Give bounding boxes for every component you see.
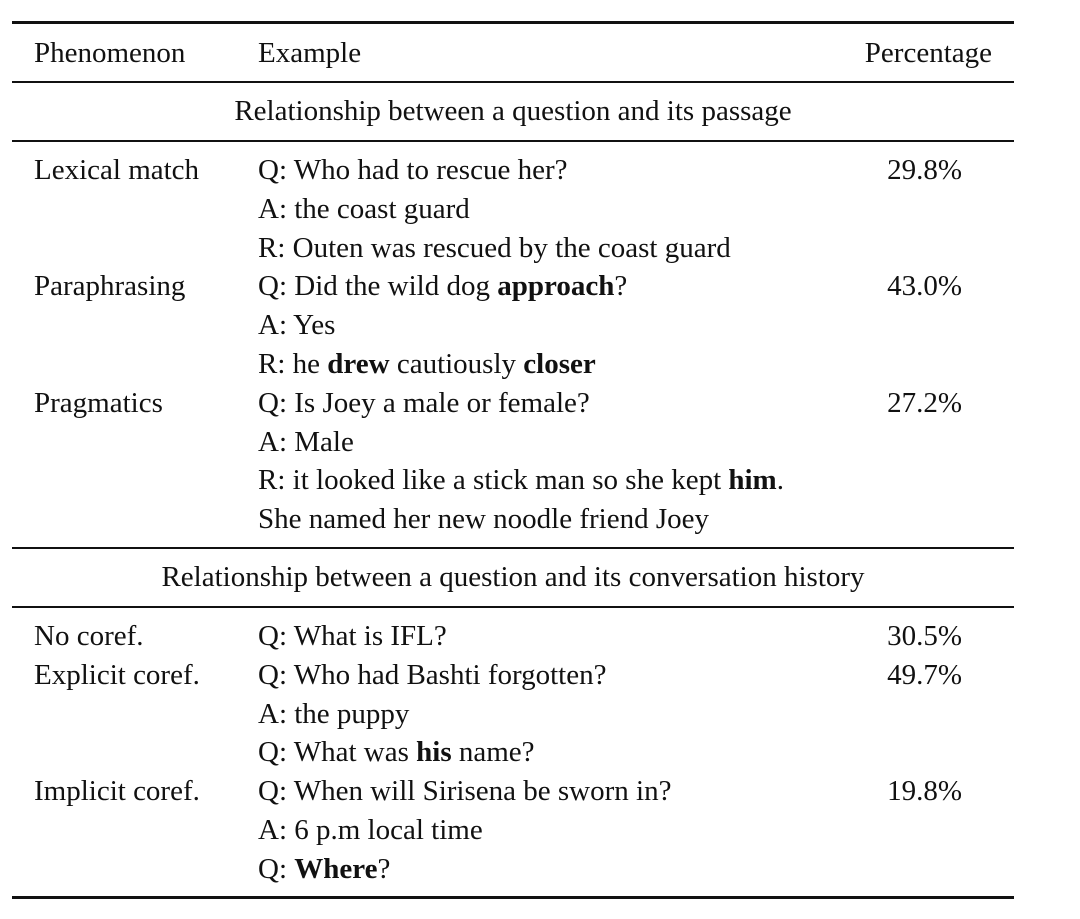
example-line [258, 772, 671, 811]
highlighted-word: closer [523, 348, 596, 380]
example-text: A: the puppy [258, 697, 410, 730]
example-line [258, 733, 535, 772]
example-text: . [776, 464, 784, 497]
highlighted-word: approach [497, 270, 615, 303]
example-line [258, 461, 784, 500]
example-line [258, 656, 606, 695]
header-rule [12, 81, 1014, 83]
percentage-value: 43.0% [887, 270, 962, 303]
header-percentage: Percentage [864, 37, 992, 69]
example-line [258, 267, 627, 306]
example-line [258, 500, 709, 539]
section-title-passage: Relationship between a question and its passage [234, 95, 792, 127]
example-text: Q: Who had to rescue her? [258, 154, 568, 186]
section-title-history: Relationship between a question and its conversation history [161, 561, 865, 593]
example-line [258, 151, 567, 190]
example-line [258, 695, 409, 734]
example-line [258, 850, 390, 889]
example-line [258, 617, 447, 656]
example-text: A: Male [258, 425, 354, 458]
example-text: A: Yes [258, 309, 336, 342]
highlighted-word: drew [327, 348, 390, 380]
header-example: Example [258, 37, 362, 69]
example-text: Q: Is Joey a male or female? [258, 386, 590, 419]
example-text: cautiously [389, 348, 524, 380]
example-text: A: the coast guard [258, 192, 470, 225]
example-line [258, 384, 590, 423]
top-rule [12, 21, 1014, 24]
example-line [258, 190, 470, 229]
header-phenomenon: Phenomenon [34, 37, 186, 69]
bottom-rule [12, 896, 1014, 899]
example-line [258, 306, 335, 345]
example-line [258, 229, 731, 268]
phenomenon-label: Pragmatics [34, 386, 163, 419]
example-text: Q: Who had Bashti forgotten? [258, 658, 607, 691]
example-text: Q: [258, 852, 295, 885]
example-line [258, 345, 596, 384]
percentage-value: 29.8% [887, 154, 962, 186]
phenomena-table [12, 0, 1014, 919]
example-text: R: he [258, 348, 328, 380]
section-1-rule [12, 140, 1014, 142]
percentage-value: 19.8% [887, 775, 962, 808]
highlighted-word: his [416, 736, 452, 769]
section-2-rule [12, 606, 1014, 608]
example-text: name? [451, 736, 535, 769]
phenomenon-label: Lexical match [34, 154, 200, 186]
example-text: Q: What was [258, 736, 417, 769]
example-text: R: Outen was rescued by the coast guard [258, 231, 731, 264]
example-text: ? [614, 270, 628, 303]
example-line [258, 423, 354, 462]
example-text: Q: Did the wild dog [258, 270, 498, 303]
phenomenon-label: Explicit coref. [34, 658, 200, 691]
example-text: ? [377, 852, 391, 885]
example-text: A: 6 p.m local time [258, 814, 483, 846]
phenomenon-label: Implicit coref. [34, 775, 200, 808]
example-line [258, 811, 483, 850]
section-2-top-rule [12, 547, 1014, 549]
example-text: Q: What is IFL? [258, 620, 447, 652]
percentage-value: 49.7% [887, 658, 962, 691]
example-text: R: it looked like a stick man so she kept [258, 464, 729, 497]
example-text: Q: When will Sirisena be sworn in? [258, 775, 672, 808]
example-text: She named her new noodle friend Joey [258, 503, 709, 536]
highlighted-word: Where [294, 852, 378, 885]
phenomenon-label: No coref. [34, 620, 144, 652]
percentage-value: 30.5% [887, 620, 962, 652]
percentage-value: 27.2% [887, 386, 962, 419]
highlighted-word: him [728, 464, 777, 497]
phenomenon-label: Paraphrasing [34, 270, 186, 303]
